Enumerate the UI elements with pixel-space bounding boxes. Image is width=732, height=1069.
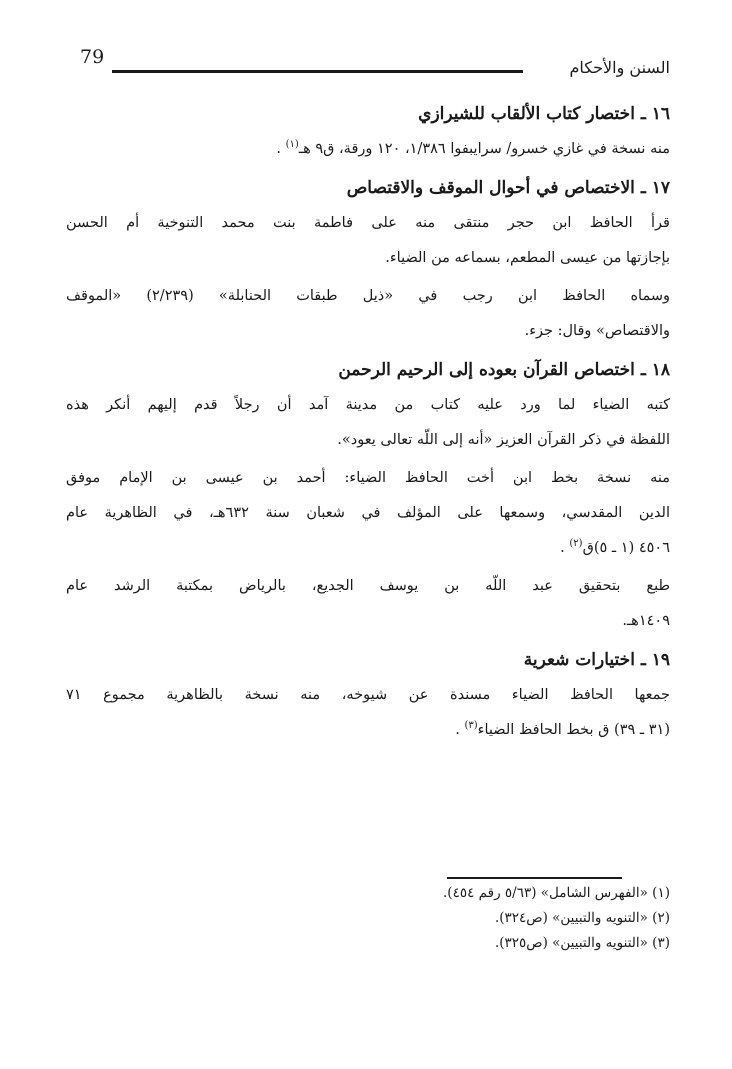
footnote-1: (١) «الفهرس الشامل» (٥/٦٣ رقم ٤٥٤). — [443, 885, 670, 901]
entry-18-paragraph-1 — [66, 388, 670, 458]
text-line: وسماه الحافظ ابن رجب في «ذيل طبقات الحنابلة» (٢/٢٣٩) «الموقف — [66, 288, 670, 304]
entry-17-paragraph-2 — [66, 279, 670, 349]
page-number: 79 — [80, 46, 105, 68]
entry-heading-17: ١٧ ـ الاختصاص في أحوال الموقف والاقتصاص — [346, 178, 670, 198]
entry-19-paragraph — [66, 678, 670, 748]
text-line — [66, 531, 670, 566]
text-line: بإجازتها من عيسى المطعم، بسماعه من الضياء. — [385, 250, 670, 266]
footnote-separator — [447, 877, 622, 879]
text-line — [66, 713, 670, 748]
text-line: اللفظة في ذكر القرآن العزيز «أنه إلى اللّه تعالى يعود». — [337, 432, 670, 448]
footnote-2: (٢) «التنويه والتبيين» (ص٣٢٤). — [494, 910, 670, 926]
header-rule — [112, 70, 523, 73]
entry-18-paragraph-2 — [66, 461, 670, 566]
entry-heading-19: ١٩ ـ اختيارات شعرية — [523, 650, 670, 670]
text-line: قرأ الحافظ ابن حجر منتقى منه على فاطمة بنت محمد التنوخية أم الحسن — [66, 215, 670, 231]
main-text — [66, 96, 670, 751]
text-line: جمعها الحافظ الضياء مسندة عن شيوخه، منه نسخة بالظاهرية مجموع ٧١ — [66, 687, 670, 703]
footnote-3: (٣) «التنويه والتبيين» (ص٣٢٥). — [494, 935, 670, 951]
footnotes — [300, 881, 670, 956]
entry-16-paragraph — [66, 132, 670, 167]
text-line-end: . — [560, 540, 570, 556]
footnote-ref: (٣) — [464, 720, 478, 732]
entry-heading-16: ١٦ ـ اختصار كتاب الألقاب للشيرازي — [418, 104, 670, 124]
text-line-content: منه نسخة في غازي خسرو/ سرايبفوا ١/٣٨٦، ١٢٠ ورقة، ق٩ هـ — [298, 141, 670, 157]
text-line: طبع بتحقيق عبد اللّه بن يوسف الجديع، بالرياض بمكتبة الرشد عام — [66, 578, 670, 594]
footnote-ref: (٢) — [569, 538, 583, 550]
text-line-end: . — [276, 141, 286, 157]
running-title: السنن والأحكام — [569, 58, 670, 77]
text-line — [66, 132, 670, 167]
entry-heading-18: ١٨ ـ اختصاص القرآن بعوده إلى الرحيم الرحمن — [338, 360, 670, 380]
text-line: ١٤٠٩هـ. — [622, 613, 670, 629]
text-line: كتبه الضياء لما ورد عليه كتاب من مدينة آمد أن رجلاً قدم إليهم أنكر هذه — [66, 397, 670, 413]
text-line: الدين المقدسي، وسمعها على المؤلف في شعبان سنة ٦٣٢هـ، في الظاهرية عام — [66, 505, 670, 521]
text-line-content: ٤٥٠٦ (١ ـ ٥)ق — [582, 540, 670, 556]
footnote-ref: (١) — [285, 139, 299, 151]
entry-18-paragraph-3 — [66, 569, 670, 639]
page-header — [80, 44, 670, 84]
text-line: منه نسخة بخط ابن أخت الحافظ الضياء: أحمد بن عيسى بن الإمام موفق — [66, 470, 670, 486]
entry-17-paragraph-1 — [66, 206, 670, 276]
text-line: والاقتصاص» وقال: جزء. — [524, 323, 670, 339]
text-line-content: (٣١ ـ ٣٩) ق بخط الحافظ الضياء — [477, 722, 670, 738]
text-line-end: . — [455, 722, 465, 738]
